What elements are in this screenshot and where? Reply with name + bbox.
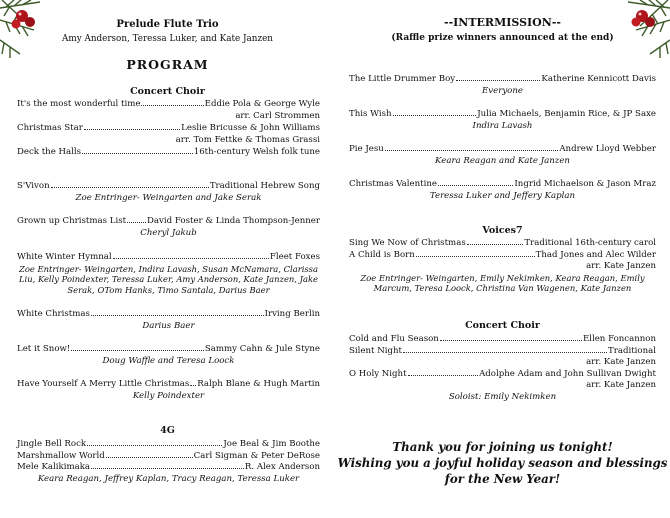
song-title: S'Vivon	[17, 181, 50, 191]
song-credit: Traditional Hebrew Song	[209, 181, 320, 191]
song-credit: Traditional 16th-century carol	[524, 238, 656, 248]
performers: Indira Lavash	[472, 120, 533, 131]
song-credit: Sammy Cahn & Jule Styne	[204, 344, 320, 354]
song-credit: Fleet Foxes	[269, 252, 320, 262]
performers: Zoe Entringer- Weingarten, Indira Lavash, Susan McNamara, Clarissa Liu, Kelly Poindexter, Teressa Luker, Amy Anderson, Kate Janzen, Jake Serak, OTom Hanks, Timo Santala, Darius Baer	[18, 263, 319, 295]
song-title: Mele Kalikimaka	[17, 462, 91, 472]
arranger: arr. Kate Janzen	[586, 261, 656, 271]
performers: Cheryl Jakub	[140, 227, 197, 238]
program-entry	[349, 74, 656, 97]
song-credit: Eddie Pola & George Wyle	[204, 99, 320, 109]
song-title: Deck the Halls	[17, 147, 82, 157]
program-entry	[349, 179, 656, 202]
program-entry	[17, 99, 320, 122]
song-title: Marshmallow World	[17, 450, 105, 461]
arranger: arr. Kate Janzen	[586, 357, 656, 367]
pine-garland-left-icon	[0, 0, 48, 64]
performers: Everyone	[482, 85, 523, 96]
program-entry	[17, 344, 320, 367]
song-credit: Leslie Bricusse & John Williams	[181, 123, 320, 133]
performers: Doug Waffle and Teresa Loock	[102, 355, 235, 366]
song-title: It's the most wonderful time	[17, 99, 141, 109]
arranger: arr. Kate Janzen	[586, 380, 656, 390]
song-title: Pie Jesu	[349, 144, 384, 154]
song-title: Sing We Now of Christmas	[349, 238, 466, 248]
song-credit: David Foster & Linda Thompson-Jenner	[147, 216, 320, 226]
thanks-line: Thank you for joining us tonight!	[392, 440, 613, 454]
thanks-line: Wishing you a joyful holiday season and blessings	[337, 456, 668, 470]
program-entry	[17, 379, 320, 402]
song-credit: Ellen Foncannon	[582, 334, 656, 344]
song-title: Silent Night	[349, 345, 402, 356]
choir-list	[349, 334, 656, 403]
voices7-heading: Voices7	[482, 225, 523, 236]
program-heading: PROGRAM	[126, 57, 209, 72]
voices7-list	[349, 238, 656, 294]
song-title: A Child is Born	[349, 249, 415, 260]
arranger: arr. Carl Strommen	[235, 110, 320, 121]
concert-choir-heading: Concert Choir	[130, 86, 205, 97]
trio-title: Prelude Flute Trio	[116, 19, 219, 30]
song-credit: Traditional	[608, 345, 656, 356]
fourg-list	[17, 439, 320, 485]
song-credit: R. Alex Anderson	[244, 462, 320, 472]
performers: Darius Baer	[142, 320, 195, 331]
song-title: Let it Snow!	[17, 344, 71, 354]
performers: Keara Reagan, Jeffrey Kaplan, Tracy Reagan, Teressa Luker	[37, 473, 300, 484]
program-entry	[17, 181, 320, 204]
performers: Zoe Entringer- Weingarten, Emily Nekimken, Keara Reagan, Emily Marcum, Teresa Loock, Christina Van Wagenen, Kate Janzen	[360, 272, 645, 293]
program-entry	[17, 252, 320, 295]
song-credit: Thad Jones and Alec Wilder	[535, 249, 656, 260]
song-credit: Joe Beal & Jim Boothe	[223, 439, 320, 449]
song-credit: Carl Sigman & Peter DeRose	[193, 450, 320, 461]
song-title: O Holy Night	[349, 368, 407, 379]
song-title: This Wish	[349, 109, 392, 119]
trio-members: Amy Anderson, Teressa Luker, and Kate Janzen	[62, 34, 273, 44]
song-credit: Ingrid Michaelson & Jason Mraz	[514, 179, 656, 189]
song-title: Grown up Christmas List	[17, 216, 127, 226]
performers: Teressa Luker and Jeffery Kaplan	[429, 190, 576, 201]
song-title: The Little Drummer Boy	[349, 74, 456, 84]
intermission-heading: --INTERMISSION--	[444, 16, 561, 29]
concert-choir-heading-2: Concert Choir	[465, 320, 540, 331]
fourg-heading: 4G	[160, 425, 175, 436]
song-credit: Katherine Kennicott Davis	[541, 74, 656, 84]
program-entry	[17, 309, 320, 332]
song-credit: Julia Michaels, Benjamin Rice, & JP Saxe	[477, 109, 656, 119]
pine-garland-right-icon	[618, 0, 670, 64]
performers: Zoe Entringer- Weingarten and Jake Serak	[75, 192, 262, 203]
program-entry	[17, 216, 320, 239]
program-entry	[17, 123, 320, 146]
raffle-note: (Raffle prize winners announced at the end)	[391, 33, 614, 43]
song-title: White Christmas	[17, 309, 90, 319]
song-credit: 16th-century Welsh folk tune	[193, 147, 320, 157]
song-credit: Andrew Lloyd Webber	[559, 144, 656, 154]
song-title: White Winter Hymnal	[17, 252, 112, 262]
arranger: arr. Tom Fettke & Thomas Grassi	[175, 134, 320, 145]
song-title: Jingle Bell Rock	[17, 439, 87, 449]
song-title: Cold and Flu Season	[349, 334, 439, 344]
thanks-line: for the New Year!	[444, 472, 561, 486]
program-entry	[349, 109, 656, 132]
program-entry	[17, 147, 320, 159]
song-title: Christmas Valentine	[349, 179, 437, 189]
thank-you-message	[335, 439, 670, 487]
song-title: Christmas Star	[17, 123, 83, 133]
program-entry	[349, 144, 656, 167]
soloist: Soloist: Emily Nekimken	[448, 391, 557, 402]
performers: Keara Reagan and Kate Janzen	[435, 155, 570, 166]
song-credit: Ralph Blane & Hugh Martin	[197, 379, 321, 389]
song-credit: Irving Berlin	[264, 309, 320, 319]
performers: Kelly Poindexter	[132, 390, 205, 401]
song-credit: Adolphe Adam and John Sullivan Dwight	[479, 368, 656, 379]
song-title: Have Yourself A Merry Little Christmas	[17, 379, 190, 389]
